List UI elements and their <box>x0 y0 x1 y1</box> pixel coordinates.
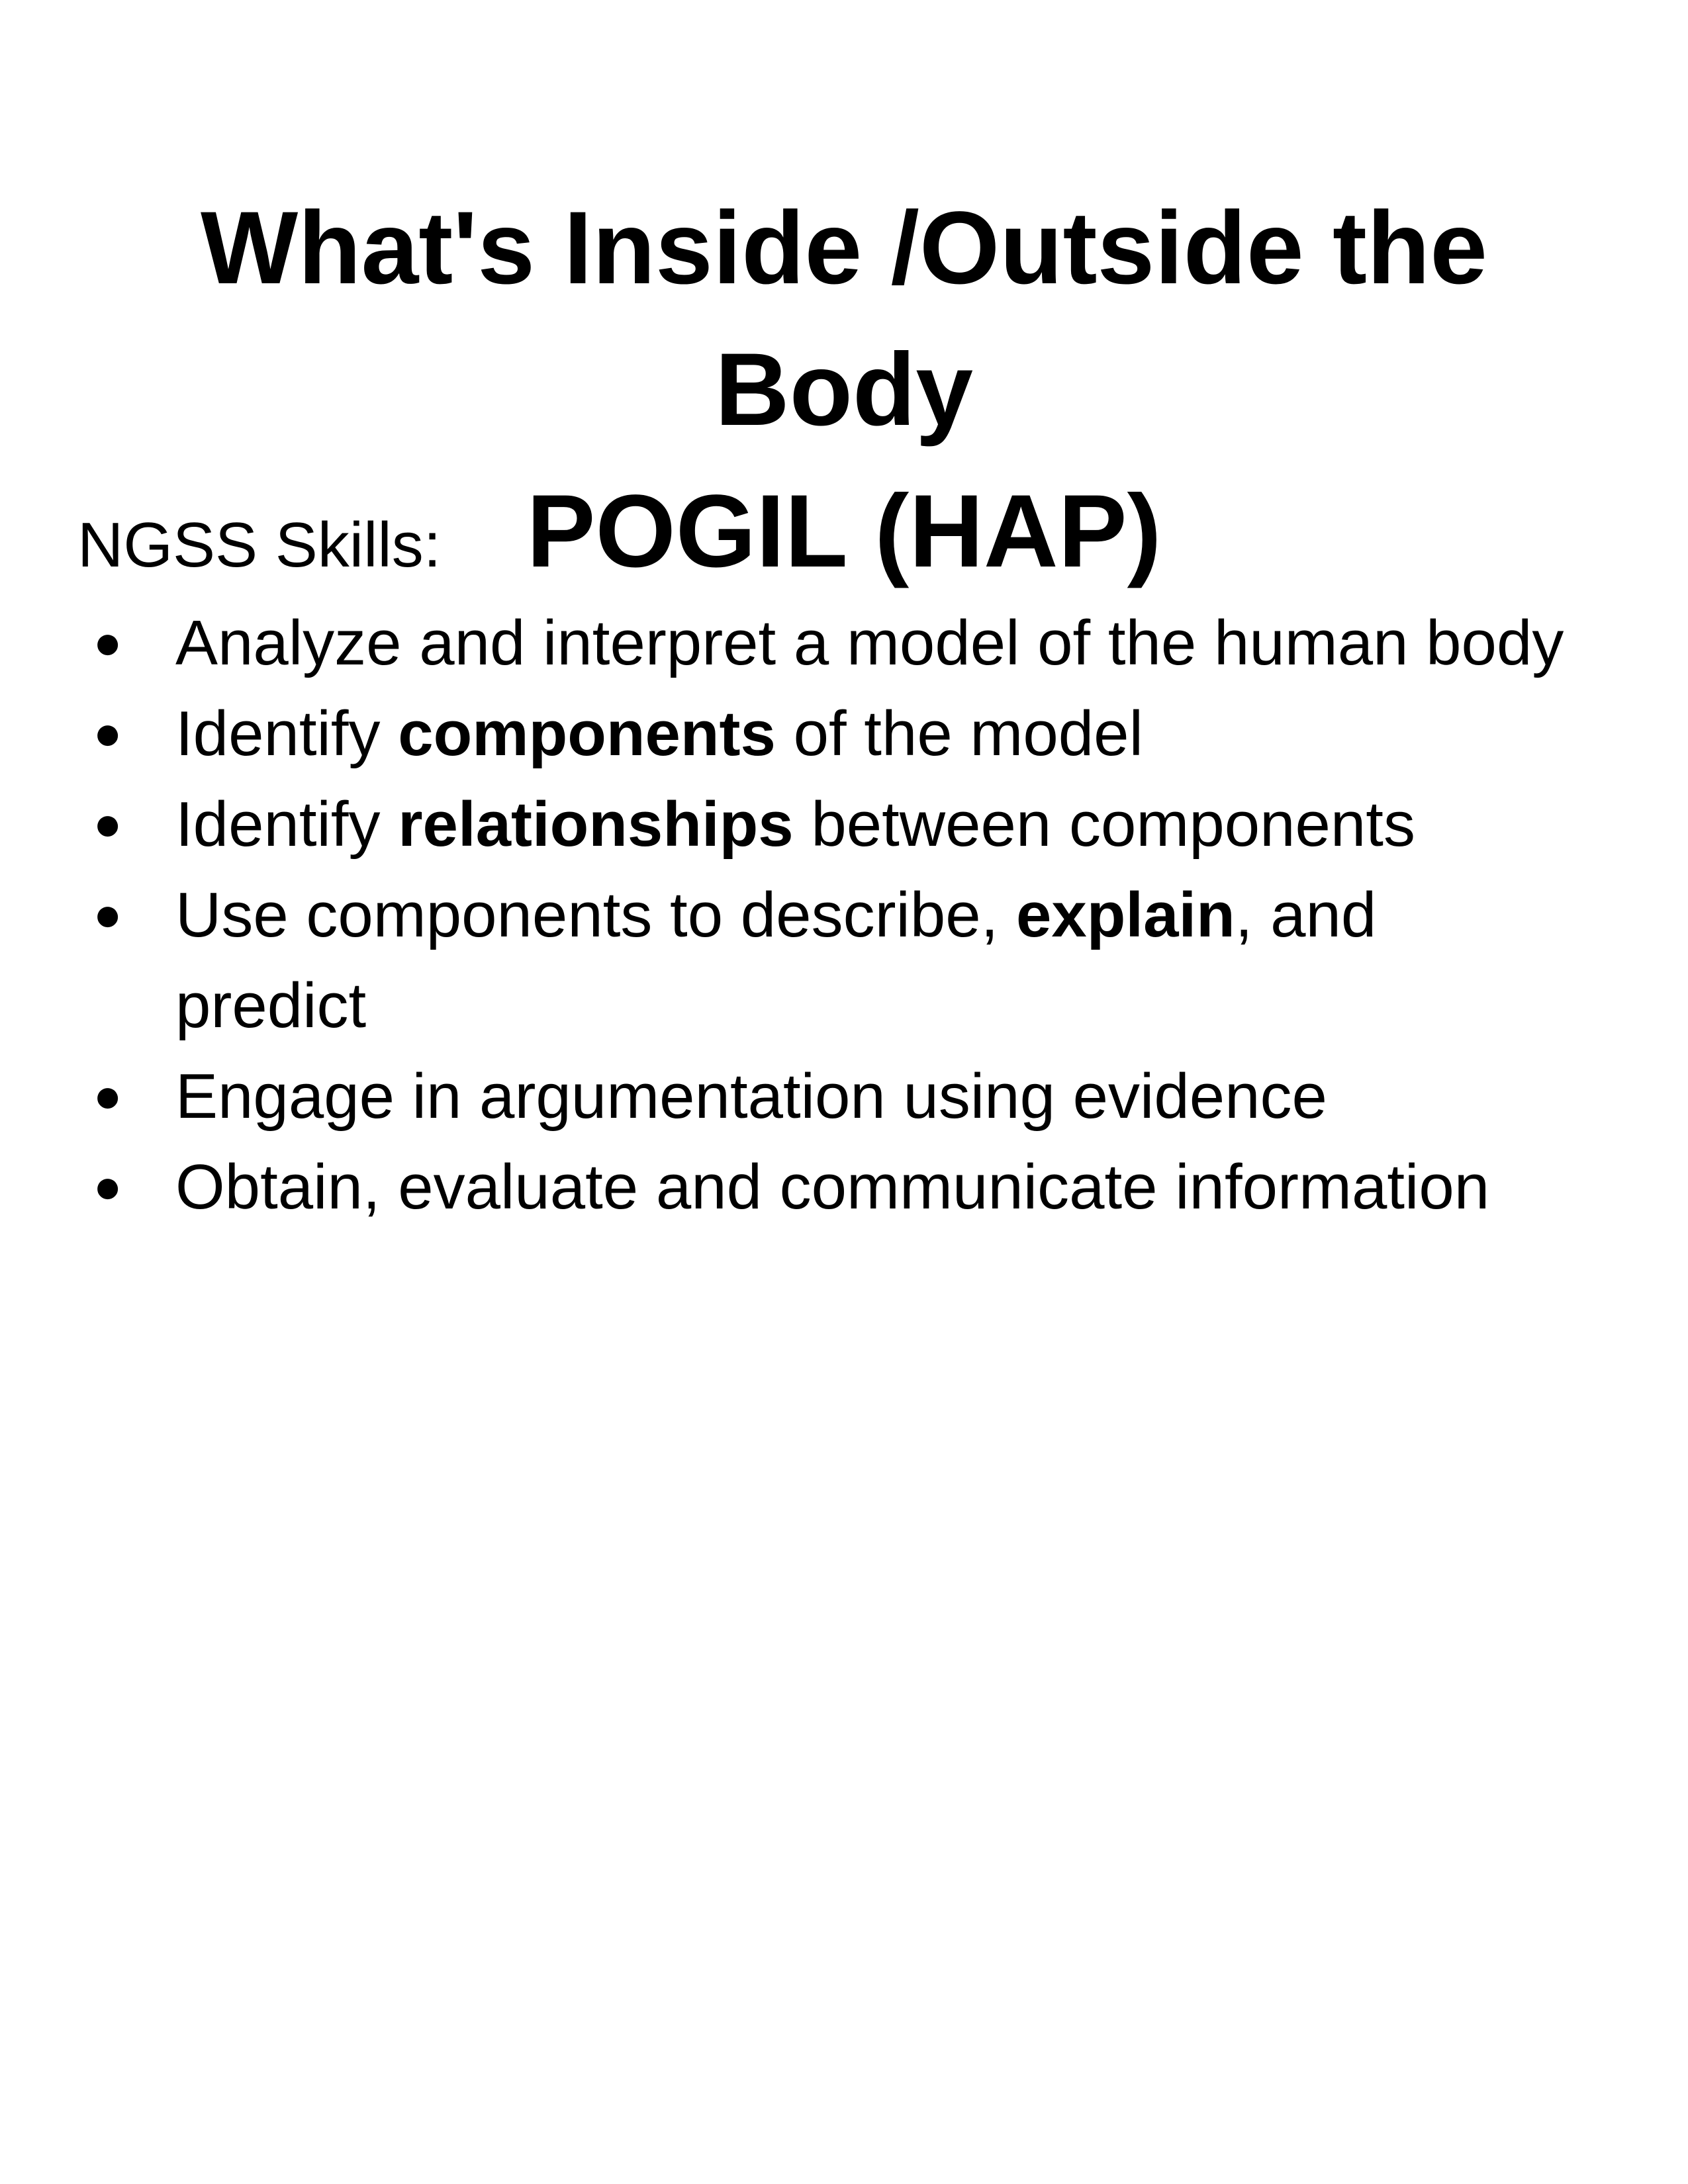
bullet-icon: ● <box>93 707 122 760</box>
skill-keyword: relationships <box>398 789 794 860</box>
skill-item <box>77 688 1573 779</box>
skill-text: Identify <box>175 698 399 769</box>
skill-text: Analyze and interpret a model of the human body <box>175 608 1564 678</box>
skill-item <box>77 1051 1573 1142</box>
bullet-icon: ● <box>93 1069 122 1122</box>
bullet-icon: ● <box>93 797 122 850</box>
title-line-1: What's Inside /Outside the Body <box>201 191 1487 447</box>
skill-item <box>77 870 1573 1051</box>
skill-item <box>77 1142 1573 1232</box>
bullet-icon: ● <box>93 888 122 941</box>
skill-text: , and predict <box>175 880 1377 1041</box>
skill-text: Use components to describe, <box>175 880 1016 950</box>
skill-item <box>77 779 1573 870</box>
skill-text: Obtain, evaluate and communicate information <box>175 1152 1490 1222</box>
title-line-2: POGIL (HAP) <box>526 474 1162 589</box>
bullet-icon: ● <box>93 1160 122 1213</box>
skill-keyword: explain <box>1015 880 1235 950</box>
skill-text: Engage in argumentation using evidence <box>175 1061 1327 1132</box>
skill-text: Identify <box>175 789 399 860</box>
skill-keyword: components <box>398 698 776 769</box>
skill-text: between components <box>793 789 1415 860</box>
skill-text: of the model <box>775 698 1143 769</box>
skills-heading: NGSS Skills: <box>77 510 442 580</box>
bullet-icon: ● <box>93 616 122 669</box>
skills-list <box>77 598 1573 1232</box>
skill-item <box>77 598 1573 688</box>
